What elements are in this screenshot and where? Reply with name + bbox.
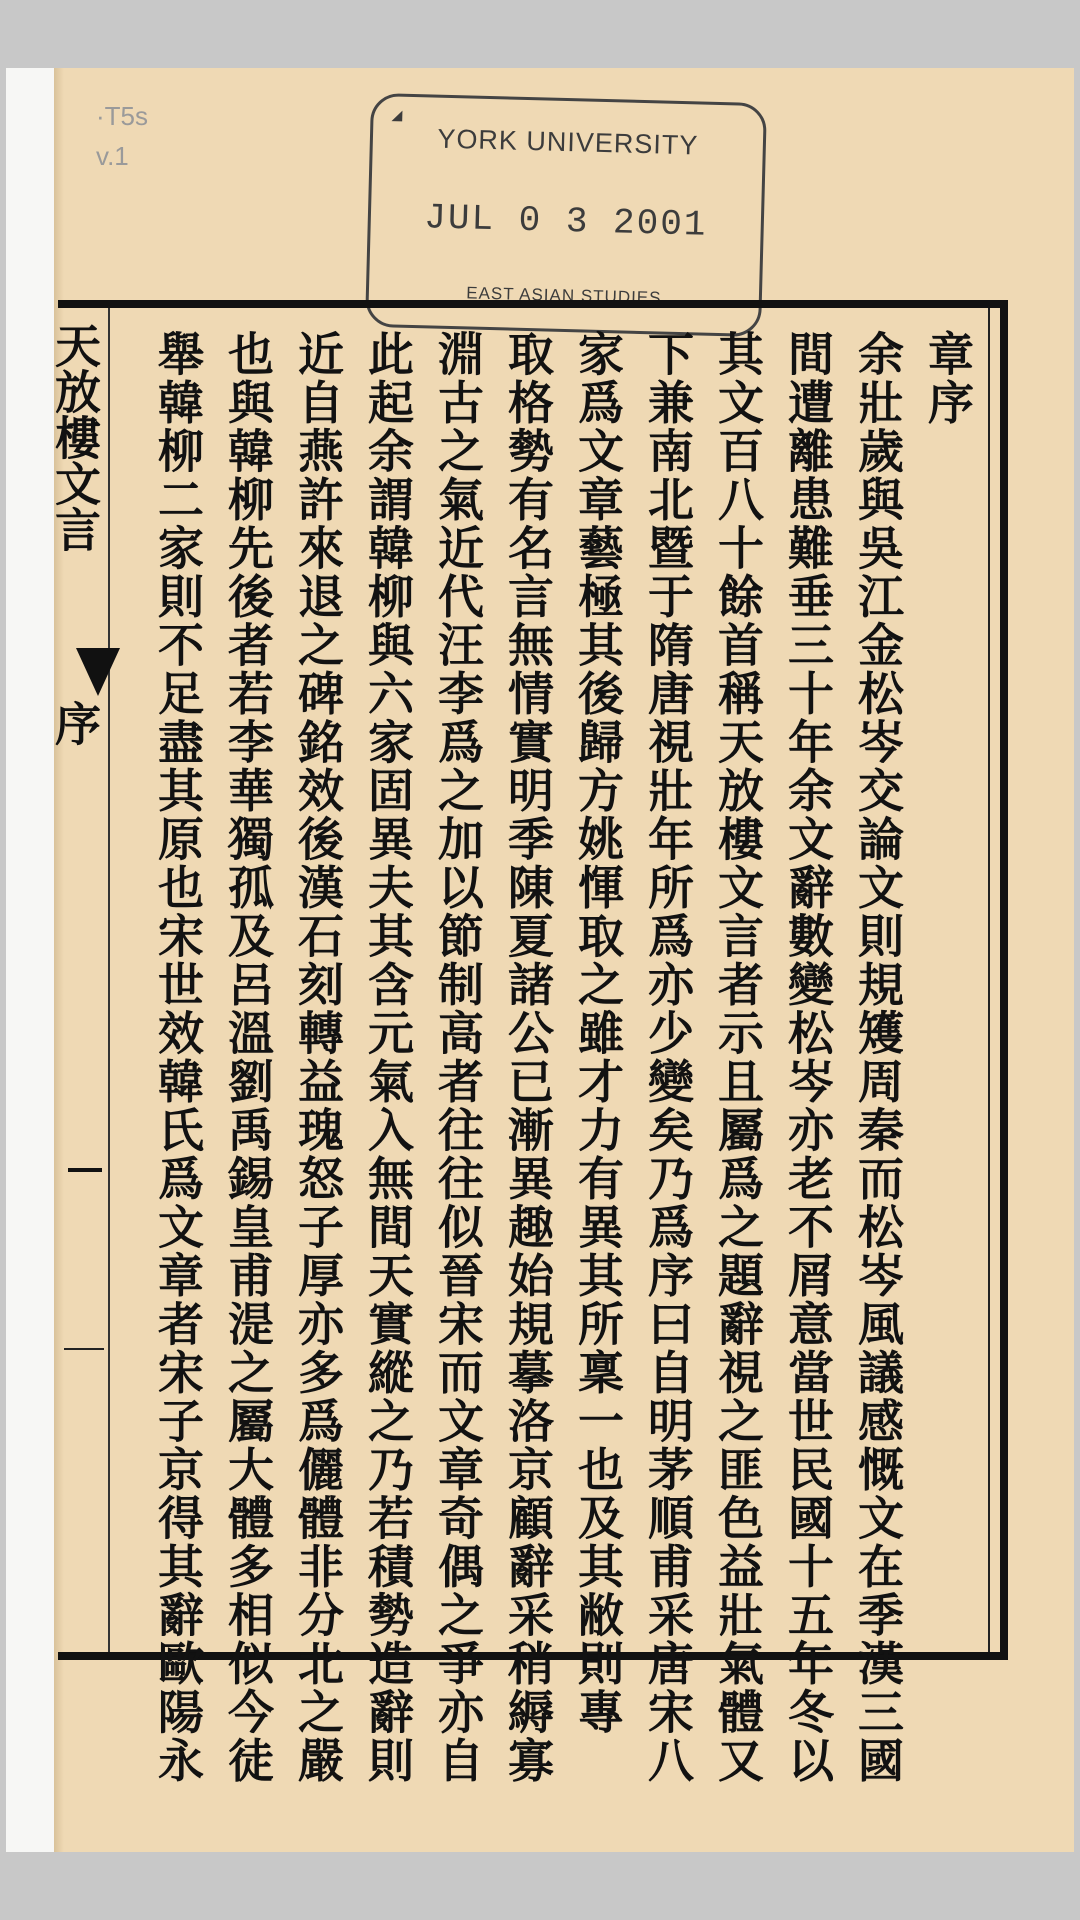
call-number-line: ·T5s [96,101,148,131]
frame-inner-rule [988,308,990,1652]
text-column: 間遭離患難垂三十年余文辭數變松岑亦老不屑意當世民國十五年冬以 [781,330,835,1785]
pencil-call-number [96,96,206,176]
stamp-institution: YORK UNIVERSITY [437,123,699,161]
text-column: 此起余謂韓柳與六家固異夫其含元氣入無間天實縱之乃若積勢造辭則 [361,330,415,1785]
section-label: 序 [48,700,102,746]
banner-rule [108,308,110,1652]
text-column: 取格勢有名言無情實明季陳夏諸公已漸異趣始規摹洛京顧辭采稍縟寡 [501,330,555,1785]
book-title: 天放樓文言 [48,322,102,552]
text-column: 淵古之氣近代汪李爲之加以節制高者往往似晉宋而文章奇偶之爭亦自 [431,330,485,1785]
text-column: 也與韓柳先後者若李華獨孤及呂溫劉禹錫皇甫湜之屬大體多相似今徒 [221,330,275,1785]
page-number-mark [68,1168,102,1172]
stamp-department: EAST ASIAN STUDIES [466,283,662,308]
text-column: 舉韓柳二家則不足盡其原也宋世效韓氏爲文章者宋子京得其辭歐陽永 [151,330,205,1785]
stamp-date: JUL 0 3 2001 [423,197,708,246]
text-frame [48,300,1008,1785]
center-banner [48,308,108,1652]
fishtail-mark [76,648,120,696]
volume-line: v.1 [96,141,129,171]
text-column: 家爲文章藝極其後歸方姚惲取之雖才力有異其所稟一也及其敝則專 [571,330,625,1737]
text-column: 章序 [921,330,975,427]
text-columns [118,308,986,1785]
text-column: 近自燕許來退之碑銘效後漢石刻轉益瑰怒子厚亦多爲儷體非分北之嚴 [291,330,345,1785]
banner-divider [64,1348,104,1350]
text-column: 其文百八十餘首稱天放樓文言者示且屬爲之題辭視之匪色益壯氣體又 [711,330,765,1785]
text-column: 余壯歲與吳江金松岑交論文則規矱周秦而松岑風議感慨文在季漢三國 [851,330,905,1785]
text-column: 下兼南北暨于隋唐視壯年所爲亦少變矣乃爲序曰自明茅順甫采唐宋八 [641,330,695,1785]
stamp-corner-mark: ◢ [391,106,403,123]
